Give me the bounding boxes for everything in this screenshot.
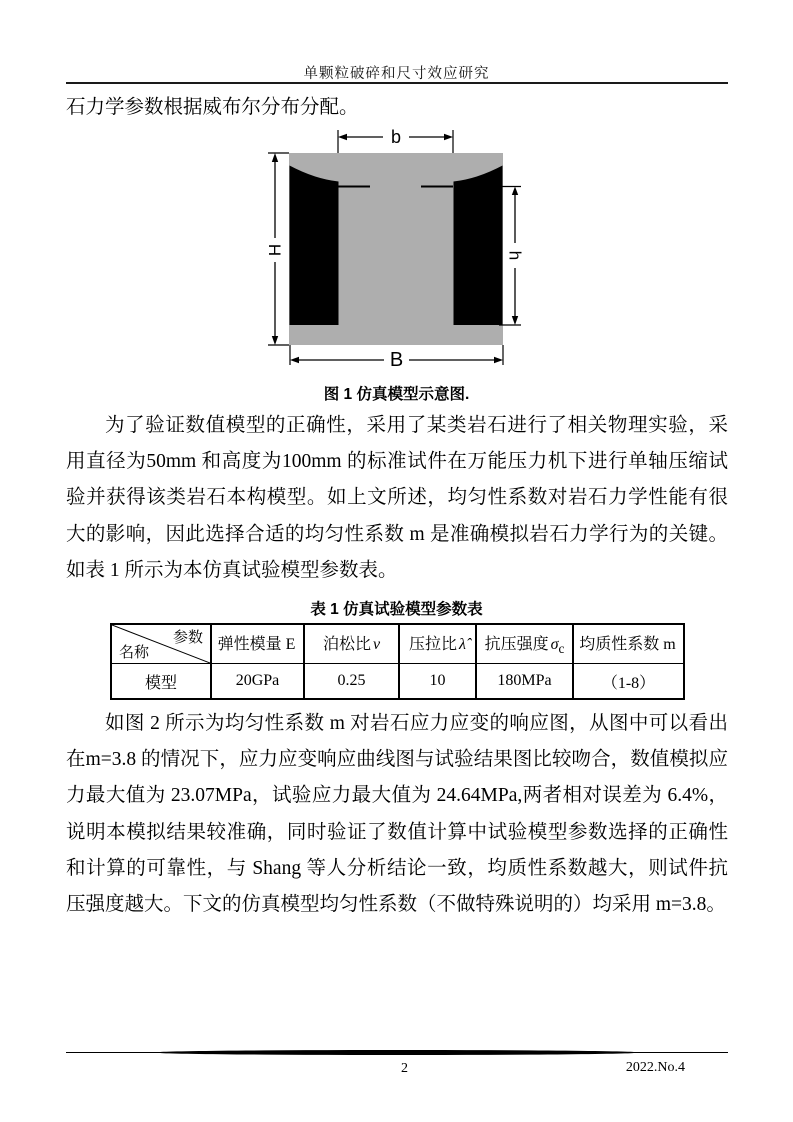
table-data-row: [111, 664, 684, 700]
header-compressive-strength: 抗压强度 $\sigma_c$: [476, 624, 573, 664]
dim-b-arrow-right: [444, 134, 453, 140]
specimen-diagram: [266, 122, 528, 374]
dim-H-arrow-bottom: [272, 336, 278, 345]
paragraph-1: 为了验证数值模型的正确性，采用了某类岩石进行了相关物理实验，采用直径为50mm 和高度为100mm 的标准试件在万能压力机下进行单轴压缩试验并获得该类岩石本构模型。如上文所述，均匀性系数对岩石力学性能有很大的影响，因此选择合适的均匀性系数 m 是准确模拟岩石力学行为的关键。如表 1 所示为本仿真试验模型参数表。: [66, 415, 728, 581]
dim-label-H: H: [266, 243, 285, 257]
footer-rule: [66, 1048, 728, 1056]
dim-h-arrow-top: [512, 187, 518, 196]
figure-1: [266, 122, 528, 374]
corner-label-name: 名称: [119, 645, 150, 661]
table-1-caption: 表 1 仿真试验模型参数表: [310, 601, 483, 618]
dim-B-arrow-left: [290, 357, 299, 363]
header-homogeneity-coefficient: 均质性系数 m: [573, 624, 684, 664]
issue-label: 2022.No.4: [625, 1060, 685, 1075]
figure-1-caption: 图 1 仿真模型示意图.: [323, 386, 470, 403]
row-label-model: 模型: [111, 664, 211, 700]
header-rule: [66, 82, 728, 84]
table-header-row: [111, 624, 684, 664]
running-header-title: 单颗粒破碎和尺寸效应研究: [303, 66, 490, 82]
page-number: 2: [401, 1061, 408, 1076]
dim-label-b: b: [390, 127, 402, 147]
header-compression-tension-ratio: 压拉比 λ̂: [399, 624, 476, 664]
header-poisson-ratio: 泊松比 ν: [304, 624, 399, 664]
dim-label-h: h: [505, 250, 525, 261]
value-elastic-modulus: 20GPa: [211, 664, 304, 700]
lead-paragraph: 石力学参数根据威布尔分布分配。: [66, 97, 359, 118]
left-black-column: [290, 166, 339, 326]
footer-rule-lens: [159, 1050, 636, 1055]
dim-label-B: B: [389, 349, 404, 371]
dim-B-arrow-right: [494, 357, 503, 363]
dim-b-arrow-left: [338, 134, 347, 140]
value-compression-tension-ratio: 10: [399, 664, 476, 700]
dim-h-arrow-bottom: [512, 316, 518, 325]
value-compressive-strength: 180MPa: [476, 664, 573, 700]
value-homogeneity-range: （1-8）: [573, 664, 684, 700]
table-1-parameters: [110, 623, 685, 700]
header-elastic-modulus: 弹性模量 E: [211, 624, 304, 664]
table-corner-cell: [111, 624, 211, 664]
right-black-column: [454, 166, 503, 326]
value-poisson-ratio: 0.25: [304, 664, 399, 700]
dim-H-arrow-top: [272, 153, 278, 162]
paragraph-2: 如图 2 所示为均匀性系数 m 对岩石应力应变的响应图，从图中可以看出在m=3.8 的情况下，应力应变响应曲线图与试验结果图比较吻合，数值模拟应力最大值为 23.07MPa，试验应力最大值为 24.64MPa,两者相对误差为 6.4%，说明本模拟结果较准确，同时验证了数值计算中试验模型参数选择的正确性和计算的可靠性，与 Shang 等人分析结论一致，均质性系数越大，则试件抗压强度越大。下文的仿真模型均匀性系数（不做特殊说明的）均采用 m=3.8。: [66, 713, 728, 916]
corner-label-parameter: 参数: [172, 630, 203, 646]
